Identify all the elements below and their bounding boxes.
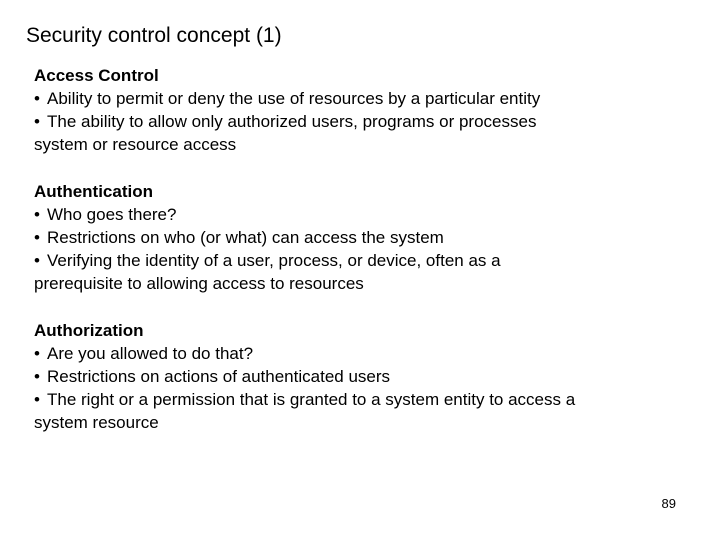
bullet-icon: • xyxy=(34,205,40,224)
section-heading: Access Control xyxy=(34,66,159,85)
slide-title: Security control concept (1) xyxy=(26,24,282,47)
bullet-continuation: system or resource access xyxy=(34,135,237,154)
bullet-item: • The right or a permission that is granted to a system entity to access a xyxy=(34,390,576,409)
bullet-continuation: prerequisite to allowing access to resources xyxy=(34,274,364,293)
section-heading: Authentication xyxy=(34,182,153,201)
bullet-icon: • xyxy=(34,367,40,386)
section-authentication xyxy=(34,180,684,295)
bullet-icon: • xyxy=(34,344,40,363)
bullet-item: • Restrictions on actions of authenticated users xyxy=(34,367,391,386)
bullet-icon: • xyxy=(34,112,40,131)
bullet-icon: • xyxy=(34,390,40,409)
section-heading: Authorization xyxy=(34,321,144,340)
page-number: 89 xyxy=(661,496,676,511)
bullet-item: • Who goes there? xyxy=(34,205,177,224)
bullet-continuation: system resource xyxy=(34,413,159,432)
section-authorization xyxy=(34,319,684,434)
bullet-item: • Ability to permit or deny the use of resources by a particular entity xyxy=(34,89,541,108)
bullet-icon: • xyxy=(34,228,40,247)
bullet-icon: • xyxy=(34,89,40,108)
section-access-control xyxy=(34,64,684,156)
bullet-icon: • xyxy=(34,251,40,270)
bullet-item: • The ability to allow only authorized users, programs or processes xyxy=(34,112,537,131)
bullet-item: • Restrictions on who (or what) can access the system xyxy=(34,228,444,247)
bullet-item: • Are you allowed to do that? xyxy=(34,344,254,363)
bullet-item: • Verifying the identity of a user, process, or device, often as a xyxy=(34,251,501,270)
